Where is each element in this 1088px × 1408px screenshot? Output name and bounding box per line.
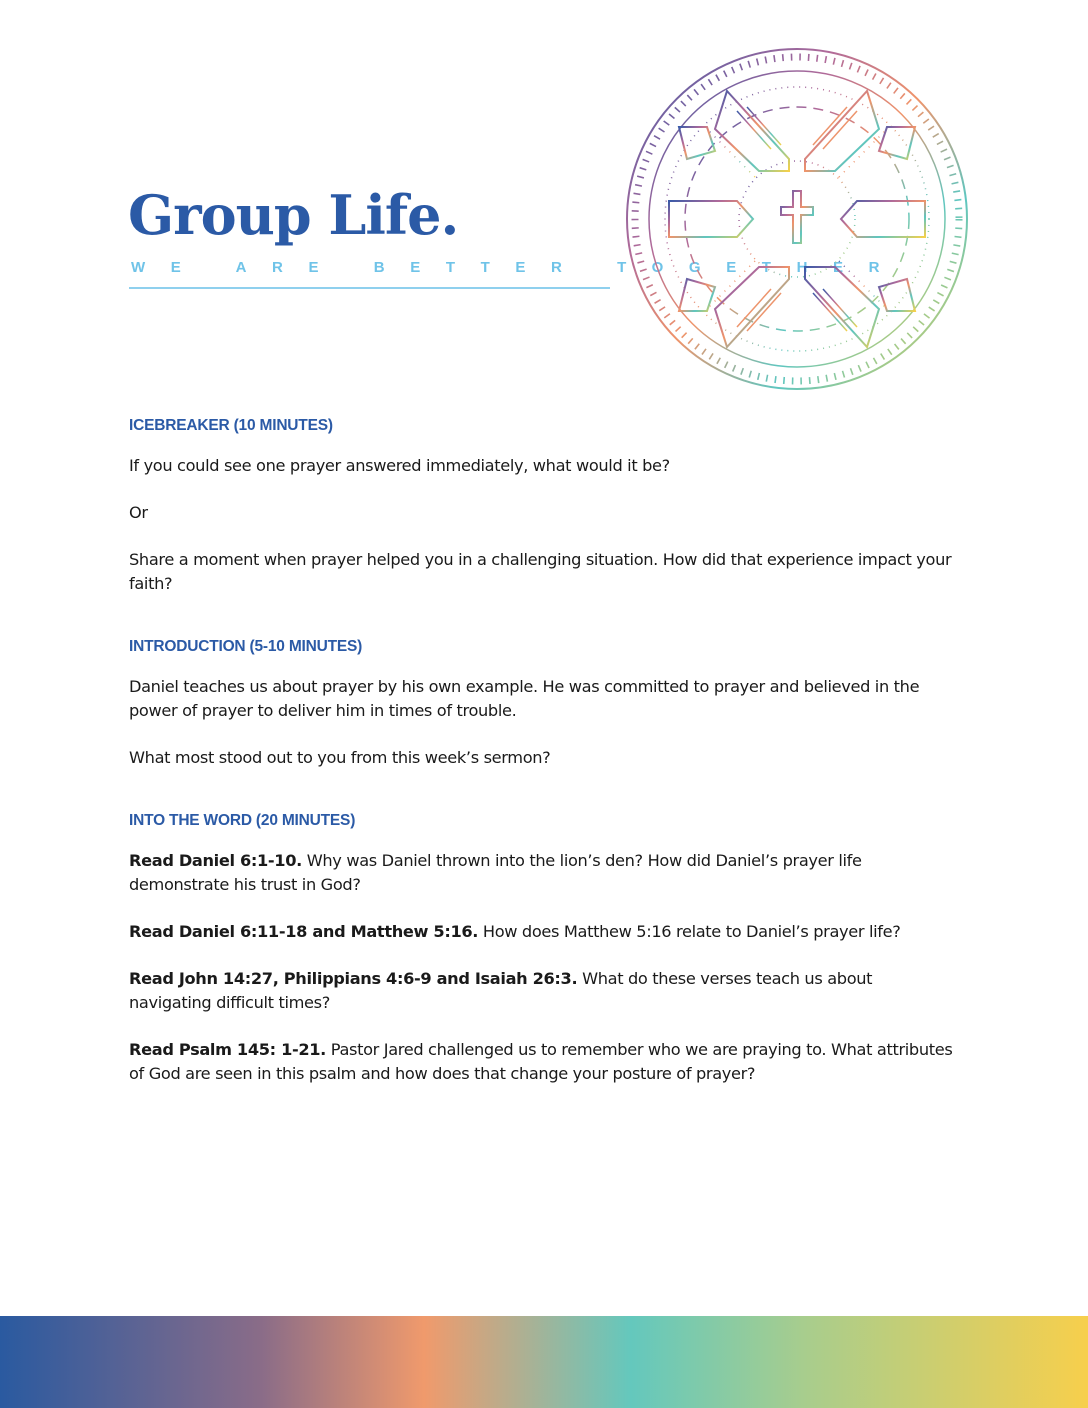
question-text: How does Matthew 5:16 relate to Daniel’s prayer life? <box>478 922 901 941</box>
icebreaker-or: Or <box>129 503 148 522</box>
introduction-heading: INTRODUCTION (5-10 MINUTES) <box>129 638 363 655</box>
icebreaker-heading: ICEBREAKER (10 MINUTES) <box>129 417 333 434</box>
scripture-reference: Read Daniel 6:11-18 and Matthew 5:16. <box>129 922 479 941</box>
scripture-reference: Read John 14:27, Philippians 4:6-9 and Isaiah 26:3. <box>129 969 578 988</box>
word-question-4 <box>129 1038 959 1086</box>
word-heading: INTO THE WORD (20 MINUTES) <box>129 812 356 829</box>
scripture-reference: Read Psalm 145: 1-21. <box>129 1040 326 1059</box>
study-guide-content <box>129 417 959 1128</box>
tagline-divider <box>129 287 610 289</box>
word-section <box>129 812 959 1086</box>
word-question-2 <box>129 920 959 944</box>
brand-tagline: WE ARE BETTER TOGETHER <box>131 259 906 276</box>
praying-hands-cross-emblem-icon <box>622 44 972 394</box>
word-question-1 <box>129 849 959 897</box>
question-text: Pastor Jared challenged us to remember who we are praying to. What attributes of God are seen in this psalm and how does that change your posture of prayer? <box>129 1040 953 1083</box>
brand-title: Group Life. <box>128 183 459 247</box>
question-text: Why was Daniel thrown into the lion’s den? How did Daniel’s prayer life demonstrate his trust in God? <box>129 851 862 894</box>
footer-gradient-bar <box>0 1316 1088 1408</box>
introduction-section <box>129 638 959 770</box>
introduction-text: Daniel teaches us about prayer by his own example. He was committed to prayer and believed in the power of prayer to deliver him in times of trouble. <box>129 677 920 720</box>
icebreaker-alt-question: Share a moment when prayer helped you in a challenging situation. How did that experience impact your faith? <box>129 550 952 593</box>
icebreaker-question: If you could see one prayer answered immediately, what would it be? <box>129 456 670 475</box>
icebreaker-section <box>129 417 959 596</box>
word-question-3 <box>129 967 959 1015</box>
introduction-question: What most stood out to you from this week’s sermon? <box>129 748 551 767</box>
question-text: What do these verses teach us about navigating difficult times? <box>129 969 873 1012</box>
scripture-reference: Read Daniel 6:1-10. <box>129 851 302 870</box>
